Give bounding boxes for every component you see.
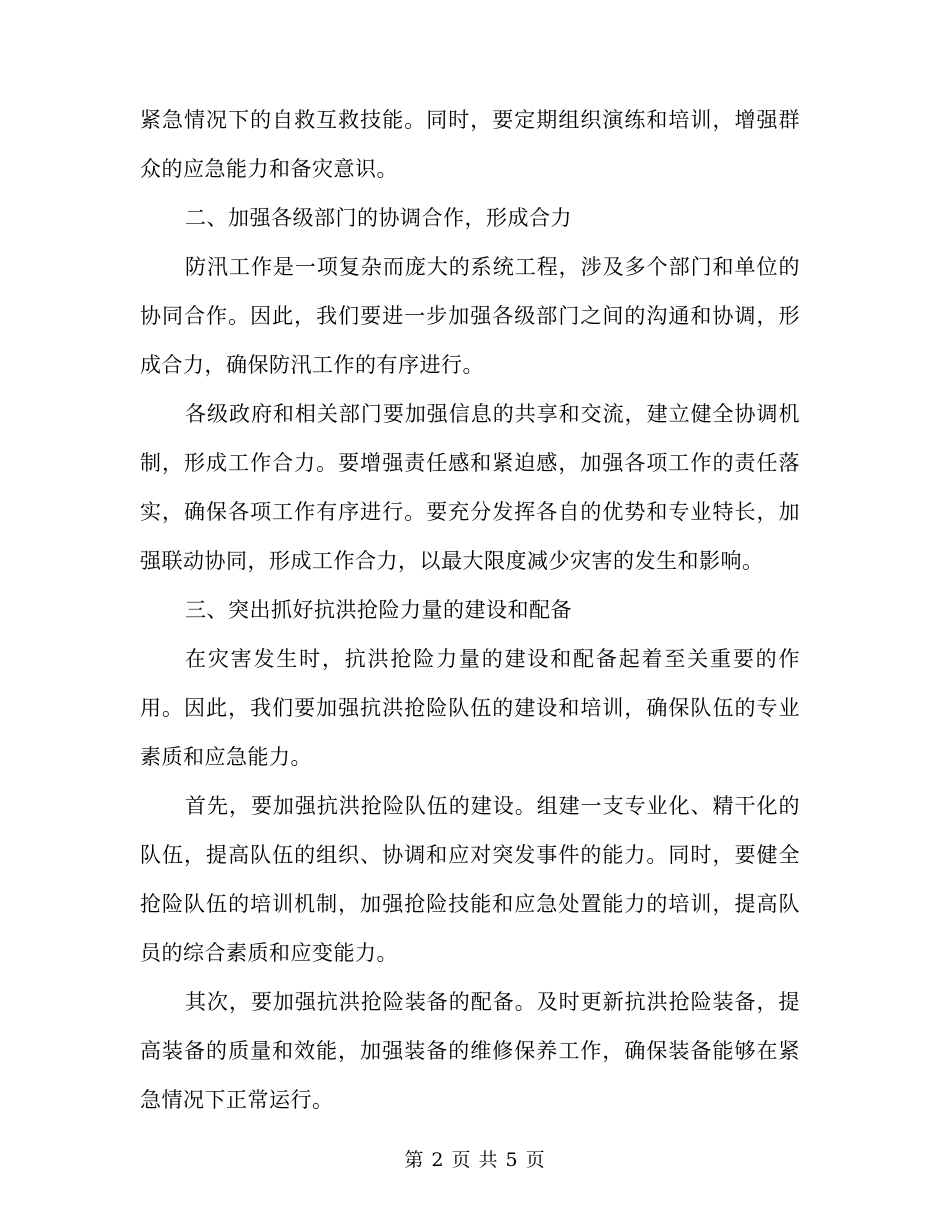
paragraph: 防汛工作是一项复杂而庞大的系统工程，涉及多个部门和单位的协同合作。因此，我们要进一步加强各级部门之间的沟通和协调，形成合力，确保防汛工作的有序进行。 — [140, 255, 800, 377]
paragraph: 首先，要加强抗洪抢险队伍的建设。组建一支专业化、精干化的队伍，提高队伍的组织、协调和应对突发事件的能力。同时，要健全抢险队伍的培训机制，加强抢险技能和应急处置能力的培训，提高队员的综合素质和应变能力。 — [140, 794, 800, 965]
page-number-footer: 第 2 页 共 5 页 — [404, 1149, 546, 1171]
section-heading: 三、突出抓好抗洪抢险力量的建设和配备 — [185, 598, 572, 622]
document-body — [140, 96, 800, 1125]
paragraph: 紧急情况下的自救互救技能。同时，要定期组织演练和培训，增强群众的应急能力和备灾意识。 — [140, 108, 800, 181]
paragraph: 在灾害发生时，抗洪抢险力量的建设和配备起着至关重要的作用。因此，我们要加强抗洪抢险队伍的建设和培训，确保队伍的专业素质和应急能力。 — [140, 647, 800, 769]
paragraph: 其次，要加强抗洪抢险装备的配备。及时更新抗洪抢险装备，提高装备的质量和效能，加强装备的维修保养工作，确保装备能够在紧急情况下正常运行。 — [140, 990, 800, 1112]
section-heading: 二、加强各级部门的协调合作，形成合力 — [185, 206, 572, 230]
paragraph: 各级政府和相关部门要加强信息的共享和交流，建立健全协调机制，形成工作合力。要增强责任感和紧迫感，加强各项工作的责任落实，确保各项工作有序进行。要充分发挥各自的优势和专业特长，加强联动协同，形成工作合力，以最大限度减少灾害的发生和影响。 — [140, 402, 800, 573]
